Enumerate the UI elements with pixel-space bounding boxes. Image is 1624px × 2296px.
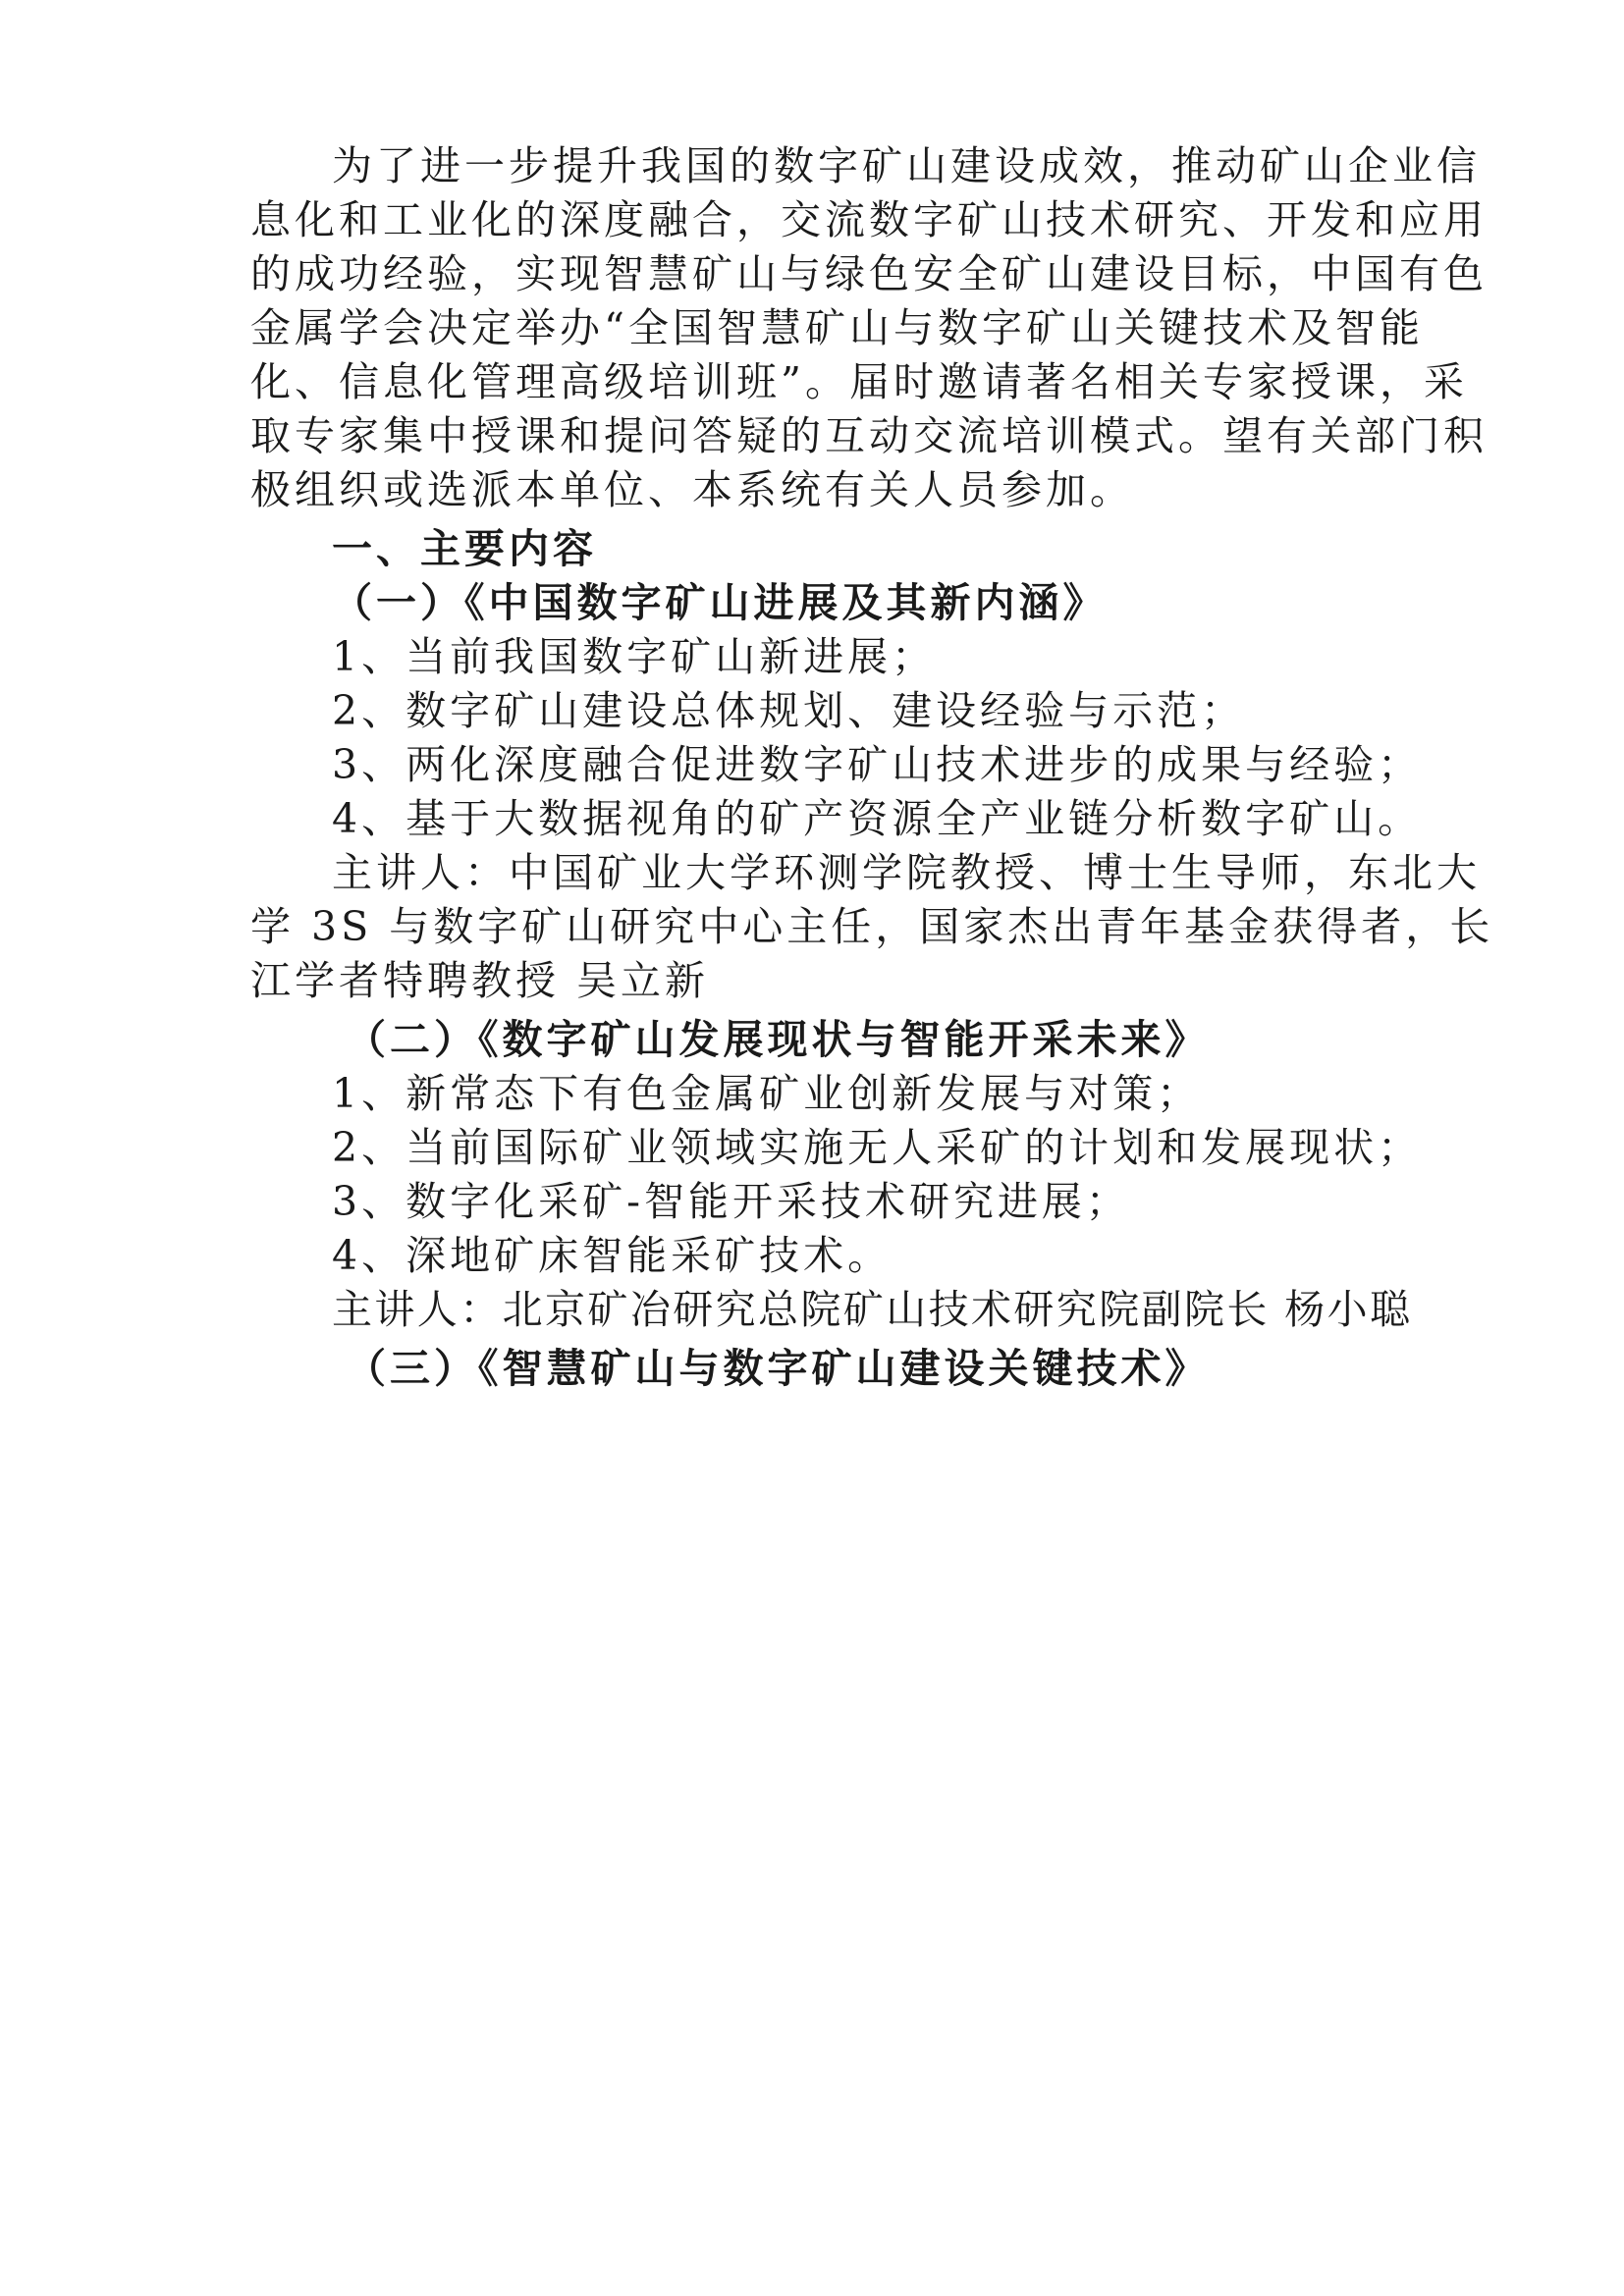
intro-line-1: 为了进一步提升我国的数字矿山建设成效，推动矿山企业信	[332, 142, 1481, 189]
topic-1-speaker-line-1: 主讲人：中国矿业大学环测学院教授、博士生导师，东北大	[332, 849, 1481, 896]
intro-line-4: 金属学会决定举办“全国智慧矿山与数字矿山关键技术及智能	[250, 304, 1424, 351]
topic-2-speaker: 主讲人：北京矿冶研究总院矿山技术研究院副院长 杨小聪	[332, 1286, 1413, 1333]
topic-1-item-3: 3、两化深度融合促进数字矿山技术进步的成果与经验；	[332, 741, 1423, 788]
topic-2-item-2: 2、当前国际矿业领域实施无人采矿的计划和发展现状；	[332, 1124, 1423, 1171]
intro-line-2: 息化和工业化的深度融合，交流数字矿山技术研究、开发和应用	[250, 196, 1488, 243]
topic-1-title: （一）《中国数字矿山进展及其新内涵》	[332, 579, 1108, 626]
topic-1-item-2: 2、数字矿山建设总体规划、建设经验与示范；	[332, 687, 1246, 734]
topic-1-speaker-line-2: 学 3S 与数字矿山研究中心主任，国家杰出青年基金获得者，长	[250, 903, 1494, 950]
topic-2-title: （二）《数字矿山发展现状与智能开采未来》	[346, 1016, 1210, 1063]
topic-2-item-4: 4、深地矿床智能采矿技术。	[332, 1232, 893, 1279]
intro-line-5: 化、信息化管理高级培训班”。届时邀请著名相关专家授课，采	[250, 358, 1468, 405]
intro-line-6: 取专家集中授课和提问答疑的互动交流培训模式。望有关部门积	[250, 412, 1488, 459]
topic-1-item-4: 4、基于大数据视角的矿产资源全产业链分析数字矿山。	[332, 795, 1423, 842]
topic-2-item-3: 3、数字化采矿-智能开采技术研究进展；	[332, 1178, 1130, 1225]
topic-1-speaker-line-3: 江学者特聘教授 吴立新	[250, 957, 710, 1004]
topic-1-item-1: 1、当前我国数字矿山新进展；	[332, 633, 937, 680]
topic-3-title: （三）《智慧矿山与数字矿山建设关键技术》	[346, 1345, 1210, 1392]
intro-line-7: 极组织或选派本单位、本系统有关人员参加。	[250, 466, 1134, 513]
intro-line-3: 的成功经验，实现智慧矿山与绿色安全矿山建设目标，中国有色	[250, 250, 1488, 297]
topic-2-item-1: 1、新常态下有色金属矿业创新发展与对策；	[332, 1070, 1202, 1117]
section-heading: 一、主要内容	[332, 525, 597, 572]
